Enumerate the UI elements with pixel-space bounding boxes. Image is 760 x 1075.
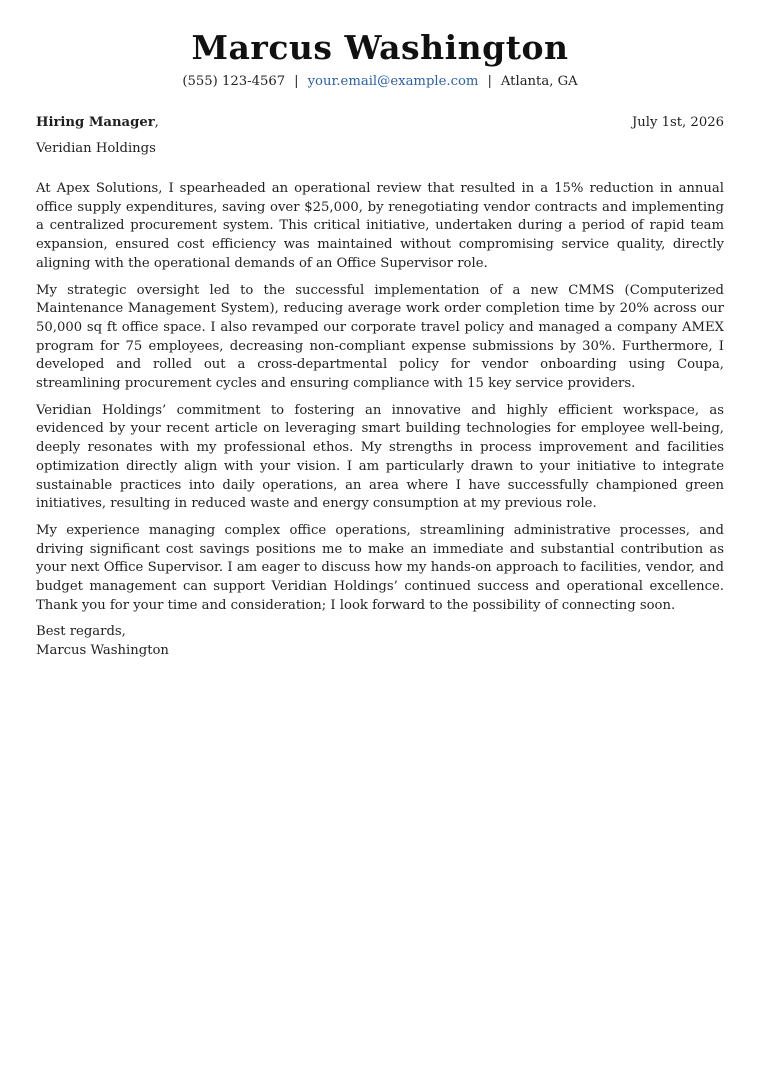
company-name: Veridian Holdings (36, 141, 156, 156)
letter-body (36, 180, 724, 661)
closing-phrase: Best regards, (36, 624, 126, 640)
recipient-line (36, 114, 159, 132)
body-paragraph: My strategic oversight led to the successful implementation of a new CMMS (Computerized Maintenance Management System), reducing average work order completion time by 20% across our 50,000 sq ft office space. I also revamped our corporate travel policy and managed a company AMEX program for 75 employees, decreasing non-compliant expense submissions by 30%. Furthermore, I developed and rolled out a cross-departmental policy for vendor onboarding using Coupa, streamlining procurement cycles and ensuring compliance with 15 key service providers. (36, 282, 724, 392)
letter-date: July 1st, 2026 (631, 115, 724, 130)
location: Atlanta, GA (500, 74, 578, 89)
body-paragraph: At Apex Solutions, I spearheaded an operational review that resulted in a 15% reduction in annual office supply expenditures, saving over $25,000, by renegotiating vendor contracts and implementing a centralized procurement system. This critical initiative, undertaken during a period of rapid team expansion, ensured cost efficiency was maintained without compromising service quality, directly aligning with the operational demands of an Office Supervisor role. (36, 181, 724, 271)
body-paragraph: Veridian Holdings’ commitment to fostering an innovative and highly efficient workspace, as evidenced by your recent article on leveraging smart building technologies for employee well-being, deeply resonates with my professional ethos. My strengths in process improvement and facilities optimization directly align with your vision. I am particularly drawn to your initiative to integrate sustainable practices into daily operations, an area where I have successfully championed green initiatives, resulting in reduced waste and energy consumption at my previous role. (36, 402, 724, 512)
applicant-name: Marcus Washington (191, 28, 569, 67)
email-link[interactable]: your.email@example.com (307, 74, 479, 89)
contact-line (0, 73, 760, 91)
recipient: Hiring Manager (36, 115, 155, 130)
phone-number: (555) 123-4567 (182, 74, 286, 89)
contact-separator: | (487, 74, 492, 89)
recipient-comma: , (154, 115, 159, 130)
salutation-row (36, 114, 724, 132)
closing-block (36, 623, 724, 660)
contact-separator: | (294, 74, 299, 89)
signature: Marcus Washington (36, 643, 169, 659)
body-paragraph: My experience managing complex office operations, streamlining administrative processes, and driving significant cost savings positions me to make an immediate and substantial contribution as your next Office Supervisor. I am eager to discuss how my hands-on approach to facilities, vendor, and budget management can support Veridian Holdings’ continued success and operational excellence. Thank you for your time and consideration; I look forward to the possibility of connecting soon. (36, 522, 724, 613)
